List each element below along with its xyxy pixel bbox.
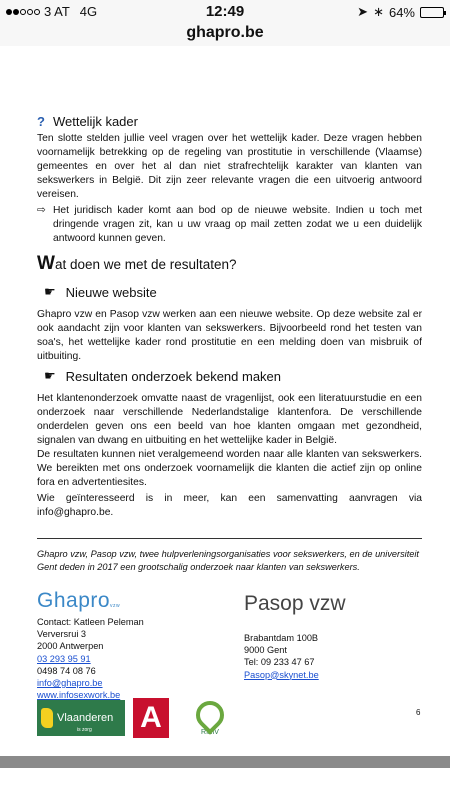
- riziv-logo: [185, 701, 235, 736]
- bottom-area: [0, 768, 450, 800]
- contact-phone-link[interactable]: 03 293 95 91: [37, 653, 91, 664]
- pasop-logo: Pasop vzw: [244, 592, 346, 615]
- vlaanderen-logo: [37, 700, 125, 736]
- pasop-contact: [244, 632, 319, 681]
- document-page: [0, 46, 450, 756]
- lion-icon: [41, 708, 53, 728]
- pin-icon: ☛: [44, 368, 56, 383]
- bluetooth-icon: ∗: [373, 4, 384, 19]
- pasop-tel: Tel: 09 233 47 67: [244, 657, 315, 668]
- sponsor-logos: [37, 698, 235, 738]
- battery-percent: 64%: [388, 4, 415, 20]
- vlaanderen-logo-sub: is zorg: [77, 727, 92, 733]
- status-right: [357, 4, 444, 20]
- status-bar: [0, 0, 450, 24]
- subheading-text: Resultaten onderzoek bekend maken: [65, 368, 282, 384]
- clock: 12:49: [205, 3, 245, 20]
- contact-city: 2000 Antwerpen: [37, 641, 104, 652]
- heading-initial: W: [37, 253, 55, 274]
- riziv-label: RIZIV: [201, 728, 219, 736]
- arrow-item-text: Het juridisch kader komt aan bod op de nieuwe website. Indien u toch met dringende vragen zit, kan u uw vraag op mail zetten zodat we u een duidelijk antwoord kunnen geven.: [53, 205, 422, 244]
- pin-icon: ☛: [44, 284, 56, 299]
- section-heading-legal: [37, 114, 138, 129]
- ghapro-contact: [37, 616, 144, 701]
- subheading-results: [44, 368, 281, 384]
- ghapro-logo-sub: vzw: [110, 603, 121, 609]
- scroll-indicator-bar: [0, 756, 450, 768]
- carrier-label: 3 AT: [44, 4, 70, 19]
- contact-person: Contact: Katleen Peleman: [37, 617, 144, 627]
- page-number: 6: [416, 708, 421, 717]
- pasop-city: 9000 Gent: [244, 645, 287, 656]
- arrow-list-item: [37, 204, 422, 246]
- paragraph-contact: Wie geïnteresseerd is in meer, kan een samenvatting aanvragen via info@ghapro.be.: [37, 493, 422, 518]
- paragraph-legal: Ten slotte stelden jullie veel vragen over het wettelijk kader. Deze vragen hebben voornamelijk betrekking op de regeling van prostitutie in verschillende (Vlaamse) gemeentes en over het al dan niet strafrechtelijk karakter van klanten van sekswerkers in België. Dit zijn zeer relevante vragen die een uitvoerig antwoord vereisen.: [37, 133, 422, 200]
- divider: [37, 538, 422, 539]
- battery-icon: [420, 7, 444, 18]
- ghapro-logo: [37, 589, 120, 613]
- subheading-text: Nieuwe website: [65, 284, 157, 300]
- paragraph-research: Het klantenonderzoek omvatte naast de vragenlijst, ook een literatuurstudie en een onderzoek naar verschillende Nederlandstalige klantenfora. De verschillende onderdelen geven ons een beeld van hoe klanten omgaan met gezondheid, signalen van dwang en uitbuiting en het wettelijke kader in België.: [37, 393, 422, 446]
- contact-mobile: 0498 74 08 76: [37, 665, 96, 676]
- heading-rest: at doen we met de resultaten?: [54, 257, 237, 272]
- paragraph-website: Ghapro vzw en Pasop vzw werken aan een nieuwe website. Op deze website zal er ook aandacht zijn voor klanten van sekswerkers. Bijvoorbeeld rond het testen van soa's, het wettelijke kader rond prostitutie en een melding doen van misbruik of uitbuiting.: [37, 309, 422, 362]
- vlaanderen-logo-text: Vlaanderen: [57, 712, 114, 724]
- section-title: Wettelijk kader: [52, 114, 138, 129]
- contact-email-link[interactable]: info@ghapro.be: [37, 678, 103, 689]
- network-label: 4G: [79, 4, 98, 19]
- contact-website-link[interactable]: www.infosexwork.be: [37, 690, 121, 701]
- paragraph-generalization: De resultaten kunnen niet veralgemeend worden naar alle klanten van sekswerkers. We bereikten met ons onderzoek voornamelijk die klanten die actief zijn op online fora en advertentiesites.: [37, 449, 422, 488]
- url-bar[interactable]: ghapro.be: [0, 24, 450, 46]
- arrow-icon: ⇨: [37, 205, 46, 216]
- ghapro-logo-text: Ghapro: [37, 589, 111, 612]
- pasop-street: Brabantdam 100B: [244, 633, 319, 643]
- location-icon: ➤: [357, 4, 369, 19]
- antwerpen-logo: A: [133, 698, 169, 738]
- question-mark-icon: ?: [37, 114, 45, 129]
- heading-results: [37, 253, 237, 275]
- subheading-website: [44, 284, 157, 300]
- pasop-email-link[interactable]: Pasop@skynet.be: [244, 669, 319, 680]
- contact-street: Verversrui 3: [37, 629, 87, 640]
- footer-note: Ghapro vzw, Pasop vzw, twee hulpverleningsorganisaties voor sekswerkers, en de universiteit Gent deden in 2017 een grootschalig onderzoek naar klanten van sekswerkers.: [37, 549, 419, 572]
